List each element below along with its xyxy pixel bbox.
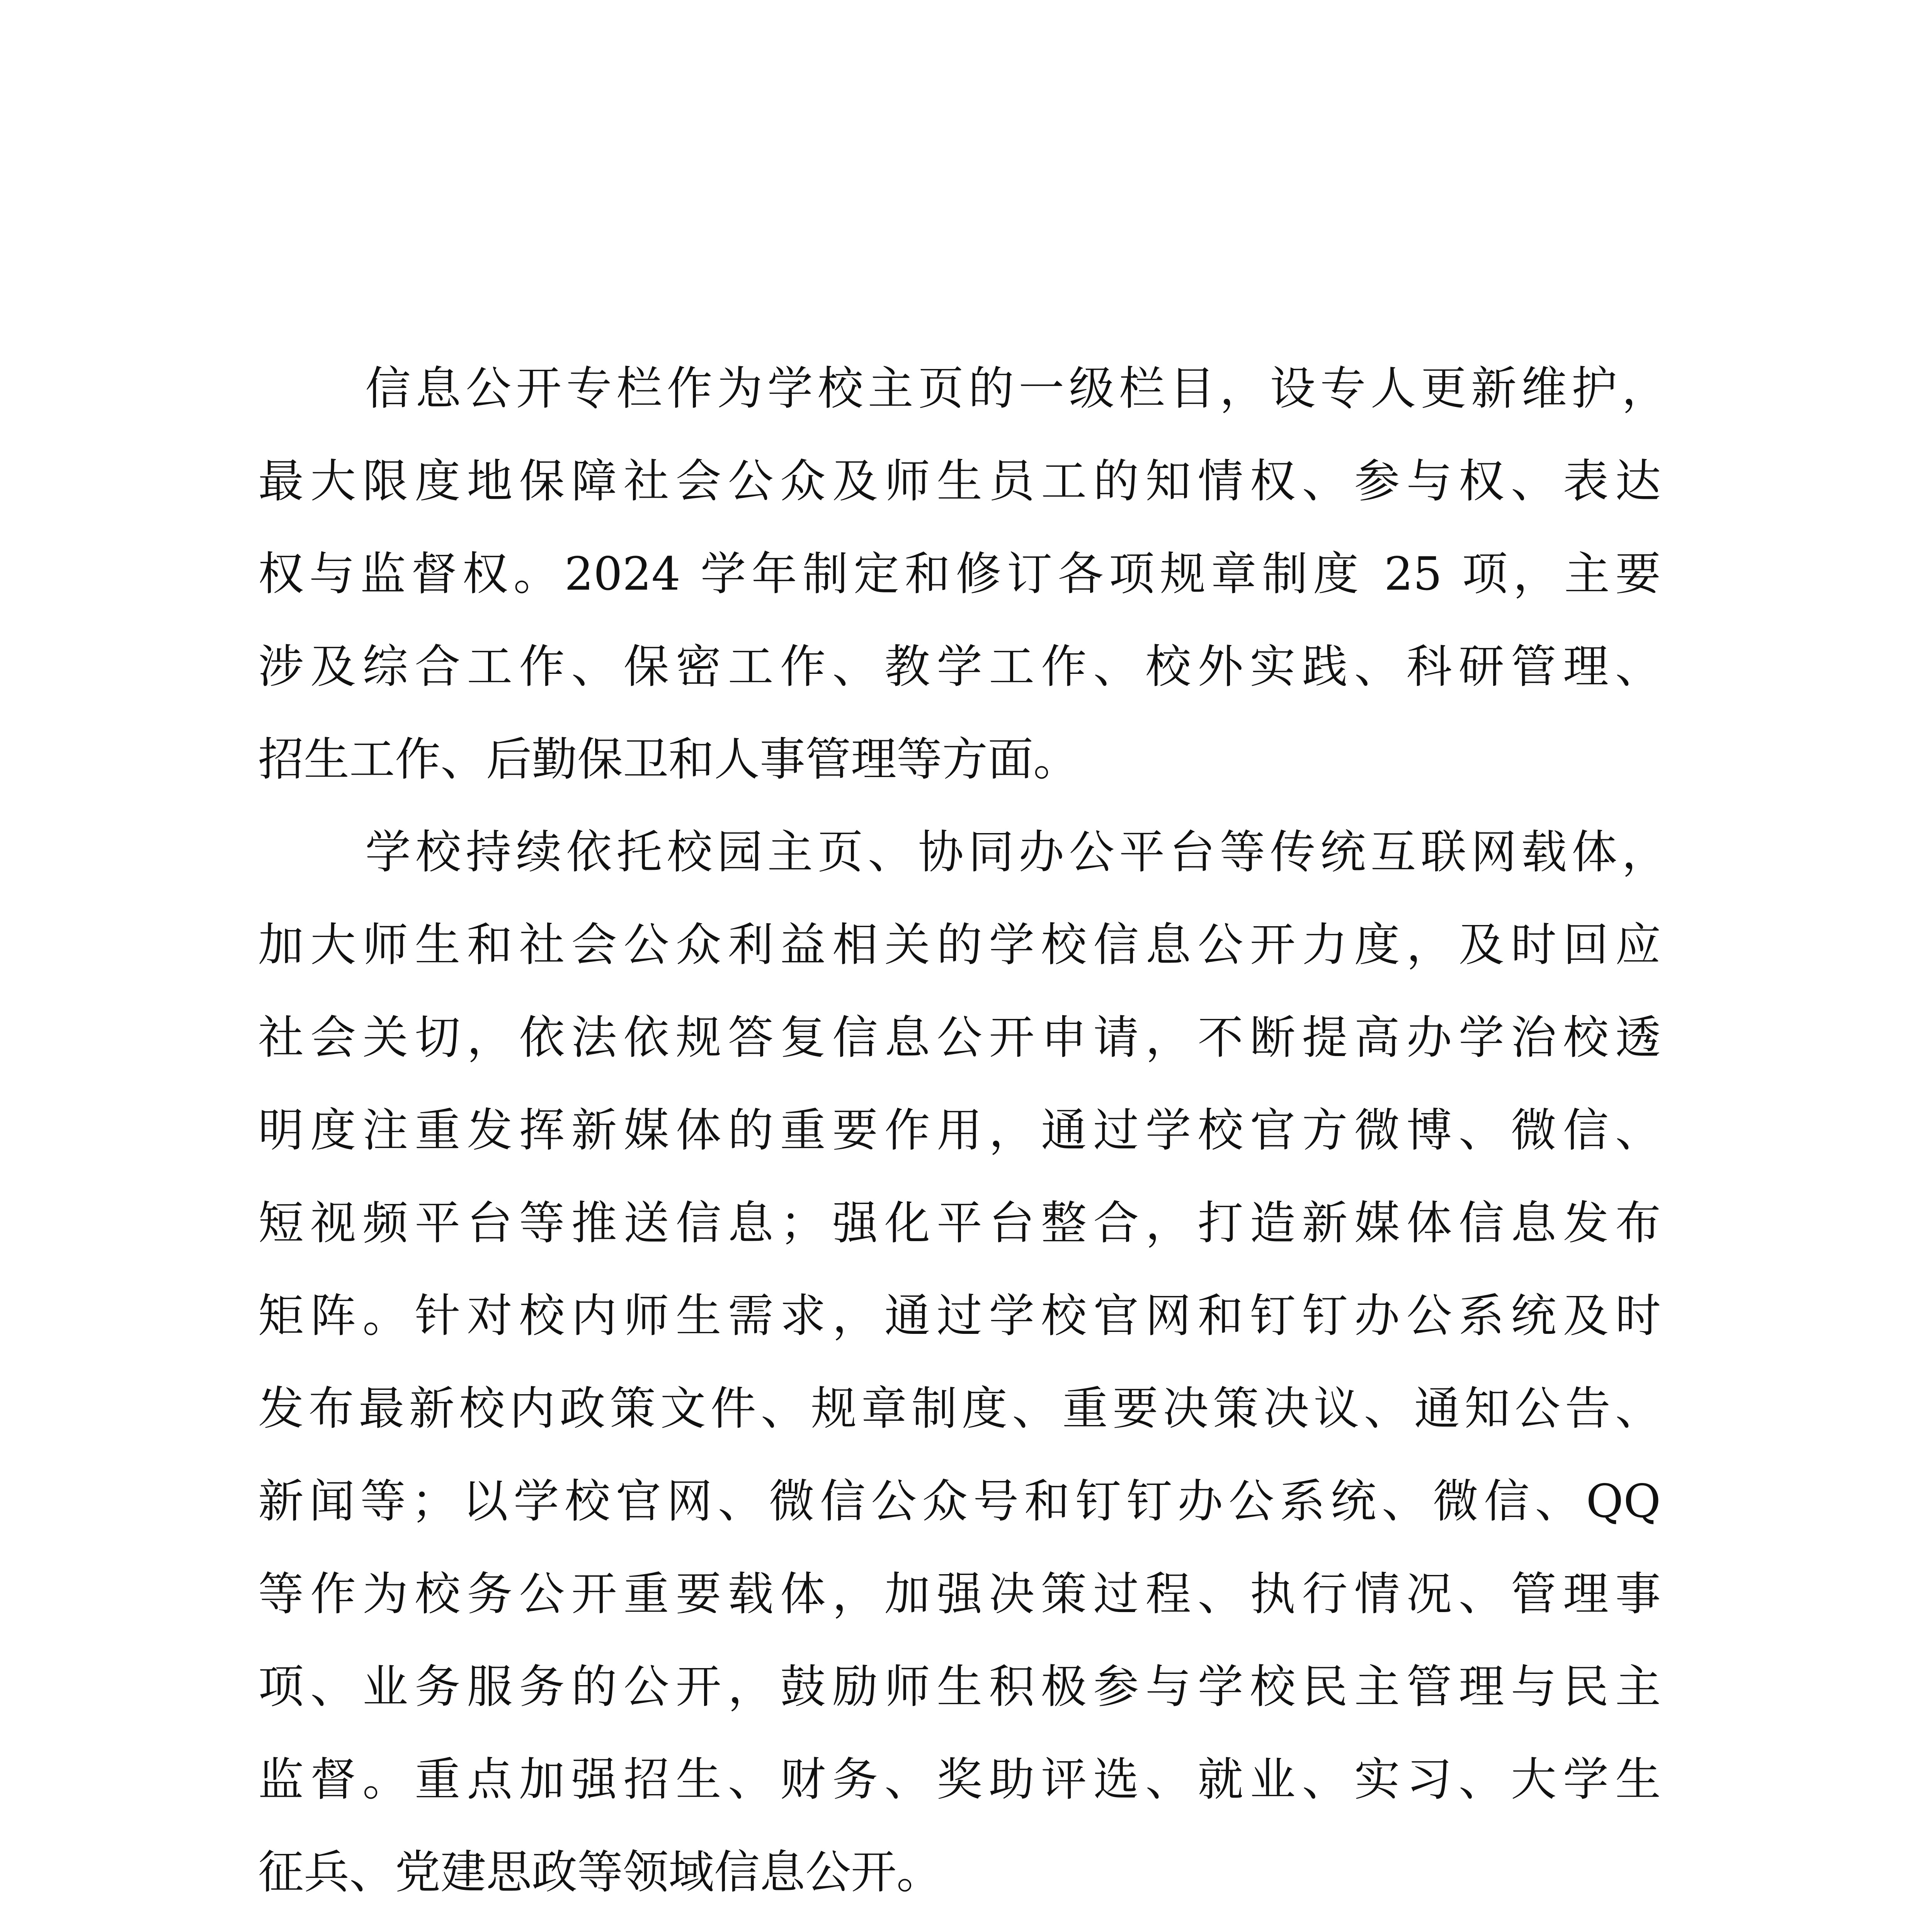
paragraph-line: 监督。重点加强招生、财务、奖助评选、就业、实习、大学生 <box>258 1753 1661 1806</box>
paragraph-line: 项、业务服务的公开，鼓励师生积极参与学校民主管理与民主 <box>258 1660 1661 1713</box>
paragraph-line: 学校持续依托校园主页、协同办公平台等传统互联网载体， <box>365 825 1667 879</box>
paragraph-line: 社会关切，依法依规答复信息公开申请，不断提高办学治校透 <box>258 1011 1661 1064</box>
paragraph-line: 征兵、党建思政等领域信息公开。 <box>258 1845 942 1899</box>
paragraph-line: 信息公开专栏作为学校主页的一级栏目，设专人更新维护， <box>365 362 1667 415</box>
paragraph-line: 矩阵。针对校内师生需求，通过学校官网和钉钉办公系统及时 <box>258 1289 1661 1342</box>
paragraph-line: 新闻等；以学校官网、微信公众号和钉钉办公系统、微信、QQ <box>258 1475 1661 1528</box>
paragraph-line: 等作为校务公开重要载体，加强决策过程、执行情况、管理事 <box>258 1567 1661 1621</box>
paragraph-line: 权与监督权。2024 学年制定和修订各项规章制度 25 项，主要 <box>258 547 1661 600</box>
paragraph-line: 发布最新校内政策文件、规章制度、重要决策决议、通知公告、 <box>258 1382 1661 1435</box>
paragraph-line: 招生工作、后勤保卫和人事管理等方面。 <box>258 733 1079 786</box>
paragraph-line: 涉及综合工作、保密工作、教学工作、校外实践、科研管理、 <box>258 640 1661 693</box>
paragraph-line: 明度注重发挥新媒体的重要作用，通过学校官方微博、微信、 <box>258 1104 1661 1157</box>
paragraph-line: 加大师生和社会公众利益相关的学校信息公开力度，及时回应 <box>258 918 1661 971</box>
paragraph-line: 短视频平台等推送信息；强化平台整合，打造新媒体信息发布 <box>258 1196 1661 1250</box>
paragraph-line: 最大限度地保障社会公众及师生员工的知情权、参与权、表达 <box>258 454 1661 508</box>
